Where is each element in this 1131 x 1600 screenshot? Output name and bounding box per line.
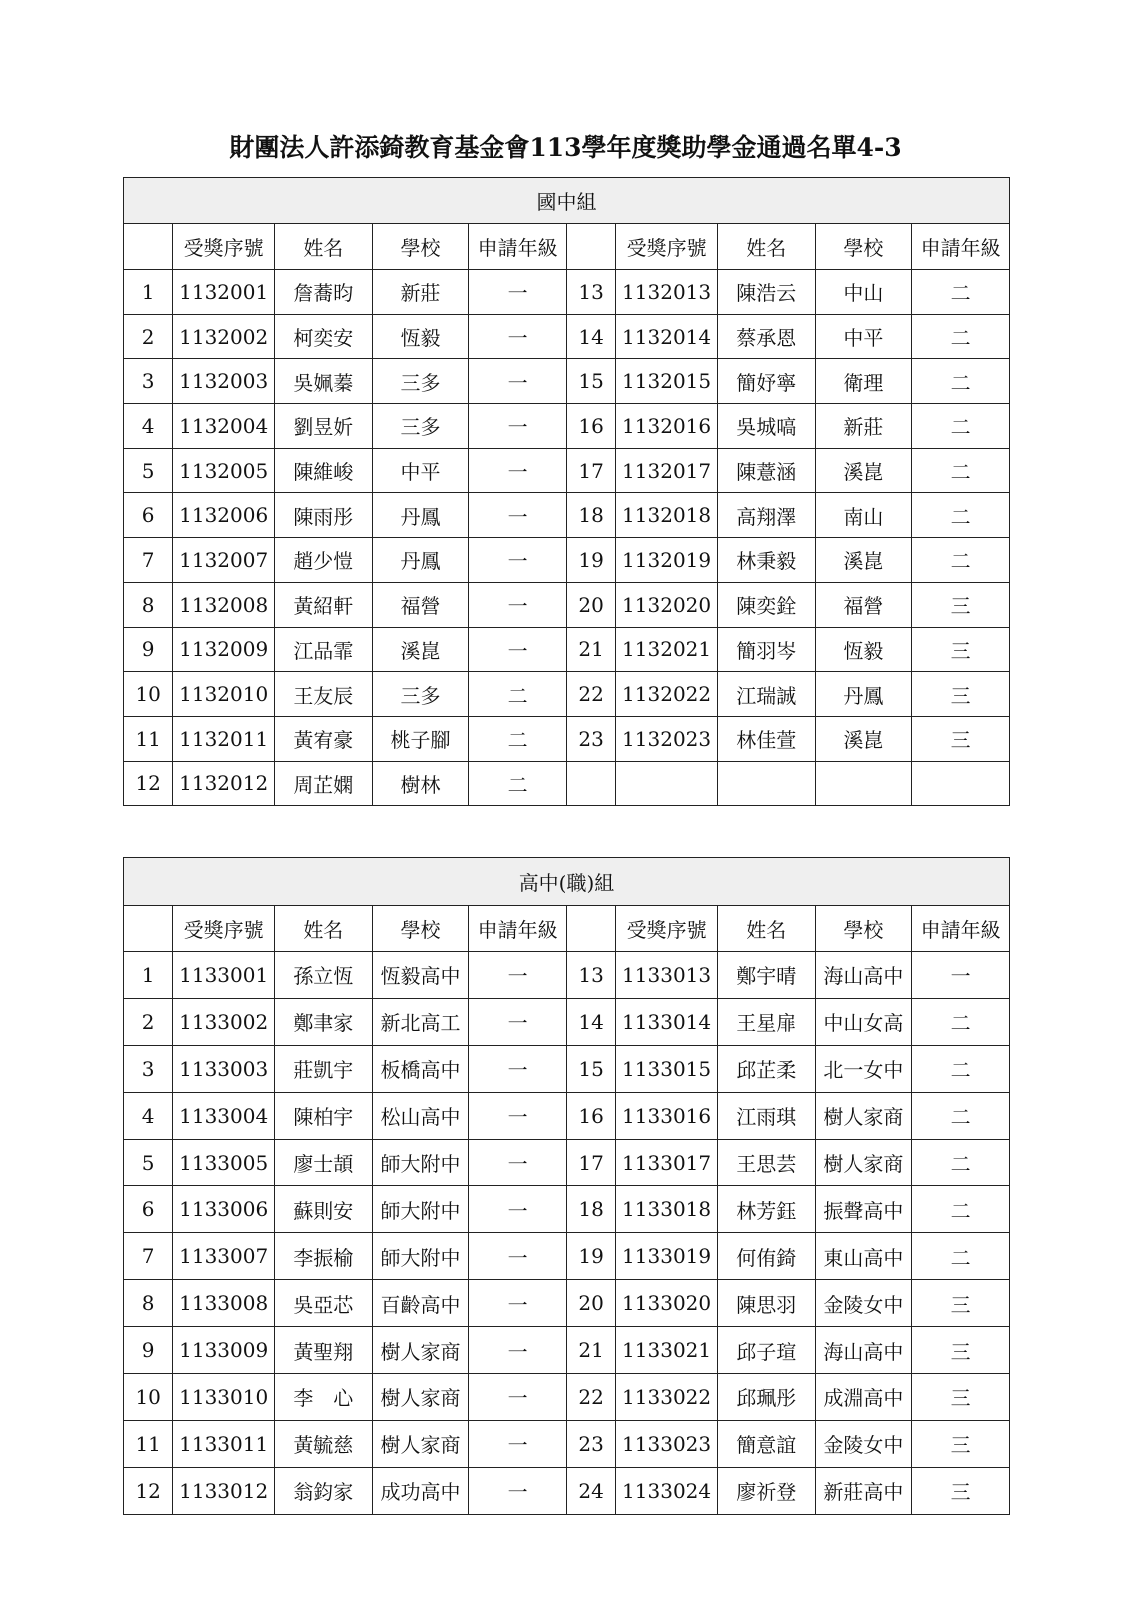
student-name: 陳奕銓 bbox=[717, 582, 815, 627]
school-name: 師大附中 bbox=[372, 1139, 469, 1186]
row-index: 14 bbox=[566, 998, 615, 1045]
school-name: 中山女高 bbox=[815, 998, 912, 1045]
row-index: 23 bbox=[566, 716, 615, 761]
serial-number: 1133023 bbox=[616, 1420, 718, 1467]
serial-number: 1132015 bbox=[616, 359, 718, 404]
school-name: 振聲高中 bbox=[815, 1186, 912, 1233]
page-title: 財團法人許添錡教育基金會113學年度獎助學金通過名單4-3 bbox=[229, 133, 902, 162]
grade-level: 一 bbox=[469, 404, 567, 449]
grade-level: 一 bbox=[469, 1092, 567, 1139]
senior-high-table bbox=[123, 857, 1010, 1515]
student-name: 陳浩云 bbox=[717, 270, 815, 315]
header-school: 學校 bbox=[815, 906, 912, 952]
serial-number: 1132007 bbox=[173, 538, 275, 583]
school-name: 板橋高中 bbox=[372, 1045, 469, 1092]
header-school: 學校 bbox=[372, 906, 469, 952]
student-name: 陳維峻 bbox=[275, 448, 373, 493]
row-index: 18 bbox=[566, 1186, 615, 1233]
serial-number: 1133017 bbox=[616, 1139, 718, 1186]
school-name: 福營 bbox=[815, 582, 912, 627]
school-name: 溪崑 bbox=[815, 716, 912, 761]
row-index: 2 bbox=[124, 998, 173, 1045]
school-name: 樹人家商 bbox=[372, 1420, 469, 1467]
school-name: 三多 bbox=[372, 404, 469, 449]
row-index: 21 bbox=[566, 1327, 615, 1374]
student-name bbox=[717, 761, 815, 806]
table-row bbox=[124, 1280, 1010, 1327]
row-index: 10 bbox=[124, 1374, 173, 1421]
school-name: 恆毅 bbox=[372, 314, 469, 359]
student-name: 莊凱宇 bbox=[275, 1045, 373, 1092]
school-name: 百齡高中 bbox=[372, 1280, 469, 1327]
serial-number: 1132005 bbox=[173, 448, 275, 493]
grade-level: 一 bbox=[469, 1467, 567, 1514]
student-name: 黃毓慈 bbox=[275, 1420, 373, 1467]
serial-number: 1132018 bbox=[616, 493, 718, 538]
grade-level: 二 bbox=[912, 270, 1010, 315]
junior-high-table bbox=[123, 177, 1010, 806]
student-name: 吳城嗃 bbox=[717, 404, 815, 449]
header-index bbox=[566, 224, 615, 270]
header-index bbox=[566, 906, 615, 952]
table-row bbox=[124, 1467, 1010, 1514]
row-index: 13 bbox=[566, 952, 615, 999]
serial-number: 1132021 bbox=[616, 627, 718, 672]
school-name: 樹人家商 bbox=[372, 1327, 469, 1374]
grade-level: 三 bbox=[912, 582, 1010, 627]
row-index: 6 bbox=[124, 1186, 173, 1233]
row-index: 7 bbox=[124, 1233, 173, 1280]
student-name: 鄭宇晴 bbox=[717, 952, 815, 999]
table-row bbox=[124, 1092, 1010, 1139]
serial-number: 1132003 bbox=[173, 359, 275, 404]
student-name: 黃紹軒 bbox=[275, 582, 373, 627]
row-index: 22 bbox=[566, 1374, 615, 1421]
grade-level: 一 bbox=[912, 952, 1010, 999]
grade-level: 一 bbox=[469, 582, 567, 627]
school-name: 新莊高中 bbox=[815, 1467, 912, 1514]
grade-level: 三 bbox=[912, 1420, 1010, 1467]
school-name: 新北高工 bbox=[372, 998, 469, 1045]
row-index: 17 bbox=[566, 1139, 615, 1186]
table-row bbox=[124, 1139, 1010, 1186]
serial-number: 1133012 bbox=[173, 1467, 275, 1514]
header-serial: 受獎序號 bbox=[616, 906, 718, 952]
grade-level: 三 bbox=[912, 1327, 1010, 1374]
grade-level: 二 bbox=[469, 761, 567, 806]
grade-level: 三 bbox=[912, 716, 1010, 761]
student-name: 陳思羽 bbox=[717, 1280, 815, 1327]
header-name: 姓名 bbox=[717, 224, 815, 270]
serial-number: 1132022 bbox=[616, 672, 718, 717]
grade-level: 三 bbox=[912, 1280, 1010, 1327]
header-serial: 受獎序號 bbox=[616, 224, 718, 270]
student-name: 簡意誼 bbox=[717, 1420, 815, 1467]
school-name: 樹人家商 bbox=[372, 1374, 469, 1421]
table-row bbox=[124, 493, 1010, 538]
serial-number: 1133004 bbox=[173, 1092, 275, 1139]
row-index: 11 bbox=[124, 1420, 173, 1467]
serial-number: 1133022 bbox=[616, 1374, 718, 1421]
grade-level: 一 bbox=[469, 998, 567, 1045]
school-name: 中平 bbox=[372, 448, 469, 493]
grade-level: 一 bbox=[469, 493, 567, 538]
student-name: 蔡承恩 bbox=[717, 314, 815, 359]
grade-level: 一 bbox=[469, 1139, 567, 1186]
school-name: 恆毅 bbox=[815, 627, 912, 672]
student-name: 詹蕎昀 bbox=[275, 270, 373, 315]
student-name: 邱芷柔 bbox=[717, 1045, 815, 1092]
row-index: 23 bbox=[566, 1420, 615, 1467]
table-row bbox=[124, 1420, 1010, 1467]
serial-number: 1132002 bbox=[173, 314, 275, 359]
row-index bbox=[566, 761, 615, 806]
school-name: 成淵高中 bbox=[815, 1374, 912, 1421]
serial-number: 1132019 bbox=[616, 538, 718, 583]
row-index: 19 bbox=[566, 538, 615, 583]
table-row bbox=[124, 448, 1010, 493]
serial-number: 1133015 bbox=[616, 1045, 718, 1092]
school-name: 松山高中 bbox=[372, 1092, 469, 1139]
header-serial: 受獎序號 bbox=[173, 906, 275, 952]
grade-level: 一 bbox=[469, 314, 567, 359]
grade-level: 一 bbox=[469, 448, 567, 493]
serial-number: 1132013 bbox=[616, 270, 718, 315]
school-name: 三多 bbox=[372, 672, 469, 717]
school-name: 衛理 bbox=[815, 359, 912, 404]
header-school: 學校 bbox=[815, 224, 912, 270]
row-index: 1 bbox=[124, 952, 173, 999]
row-index: 4 bbox=[124, 404, 173, 449]
grade-level: 二 bbox=[912, 1186, 1010, 1233]
student-name: 李振榆 bbox=[275, 1233, 373, 1280]
student-name: 簡妤寧 bbox=[717, 359, 815, 404]
serial-number: 1133008 bbox=[173, 1280, 275, 1327]
grade-level: 二 bbox=[912, 1233, 1010, 1280]
serial-number: 1132010 bbox=[173, 672, 275, 717]
student-name: 江雨琪 bbox=[717, 1092, 815, 1139]
row-index: 16 bbox=[566, 1092, 615, 1139]
school-name: 中山 bbox=[815, 270, 912, 315]
serial-number: 1132009 bbox=[173, 627, 275, 672]
serial-number: 1133013 bbox=[616, 952, 718, 999]
school-name: 師大附中 bbox=[372, 1233, 469, 1280]
student-name: 柯奕安 bbox=[275, 314, 373, 359]
header-grade: 申請年級 bbox=[469, 906, 567, 952]
serial-number: 1132020 bbox=[616, 582, 718, 627]
serial-number: 1132016 bbox=[616, 404, 718, 449]
grade-level: 二 bbox=[912, 1139, 1010, 1186]
header-name: 姓名 bbox=[275, 906, 373, 952]
student-name: 吳亞芯 bbox=[275, 1280, 373, 1327]
school-name: 三多 bbox=[372, 359, 469, 404]
row-index: 9 bbox=[124, 1327, 173, 1374]
grade-level: 一 bbox=[469, 359, 567, 404]
grade-level: 二 bbox=[469, 716, 567, 761]
header-serial: 受獎序號 bbox=[173, 224, 275, 270]
grade-level: 三 bbox=[912, 627, 1010, 672]
row-index: 12 bbox=[124, 1467, 173, 1514]
serial-number: 1132023 bbox=[616, 716, 718, 761]
row-index: 4 bbox=[124, 1092, 173, 1139]
row-index: 8 bbox=[124, 1280, 173, 1327]
school-name: 北一女中 bbox=[815, 1045, 912, 1092]
grade-level: 一 bbox=[469, 538, 567, 583]
grade-level: 一 bbox=[469, 1045, 567, 1092]
serial-number: 1132012 bbox=[173, 761, 275, 806]
grade-level: 一 bbox=[469, 1374, 567, 1421]
serial-number: 1133007 bbox=[173, 1233, 275, 1280]
school-name: 南山 bbox=[815, 493, 912, 538]
student-name: 廖祈登 bbox=[717, 1467, 815, 1514]
serial-number: 1132011 bbox=[173, 716, 275, 761]
school-name: 桃子腳 bbox=[372, 716, 469, 761]
grade-level: 一 bbox=[469, 270, 567, 315]
header-name: 姓名 bbox=[717, 906, 815, 952]
header-index bbox=[124, 224, 173, 270]
table-row bbox=[124, 270, 1010, 315]
header-grade: 申請年級 bbox=[469, 224, 567, 270]
row-index: 20 bbox=[566, 582, 615, 627]
table-row bbox=[124, 582, 1010, 627]
school-name: 中平 bbox=[815, 314, 912, 359]
serial-number: 1133011 bbox=[173, 1420, 275, 1467]
student-name: 邱珮彤 bbox=[717, 1374, 815, 1421]
student-name: 廖士頡 bbox=[275, 1139, 373, 1186]
student-name: 李 心 bbox=[275, 1374, 373, 1421]
school-name: 福營 bbox=[372, 582, 469, 627]
serial-number: 1133003 bbox=[173, 1045, 275, 1092]
row-index: 2 bbox=[124, 314, 173, 359]
grade-level: 二 bbox=[912, 314, 1010, 359]
serial-number: 1133020 bbox=[616, 1280, 718, 1327]
student-name: 翁鈞家 bbox=[275, 1467, 373, 1514]
grade-level: 二 bbox=[912, 404, 1010, 449]
row-index: 21 bbox=[566, 627, 615, 672]
header-school: 學校 bbox=[372, 224, 469, 270]
grade-level: 二 bbox=[912, 1045, 1010, 1092]
row-index: 5 bbox=[124, 448, 173, 493]
grade-level bbox=[912, 761, 1010, 806]
table-row bbox=[124, 716, 1010, 761]
grade-level: 一 bbox=[469, 627, 567, 672]
school-name: 新莊 bbox=[815, 404, 912, 449]
row-index: 22 bbox=[566, 672, 615, 717]
group-title: 國中組 bbox=[124, 178, 1010, 224]
table-row bbox=[124, 627, 1010, 672]
student-name: 何侑錡 bbox=[717, 1233, 815, 1280]
school-name: 成功高中 bbox=[372, 1467, 469, 1514]
school-name: 樹人家商 bbox=[815, 1092, 912, 1139]
serial-number: 1133018 bbox=[616, 1186, 718, 1233]
grade-level: 三 bbox=[912, 672, 1010, 717]
student-name: 黃宥豪 bbox=[275, 716, 373, 761]
student-name: 王思芸 bbox=[717, 1139, 815, 1186]
row-index: 3 bbox=[124, 359, 173, 404]
school-name: 海山高中 bbox=[815, 1327, 912, 1374]
student-name: 吳姵蓁 bbox=[275, 359, 373, 404]
serial-number bbox=[616, 761, 718, 806]
grade-level: 二 bbox=[912, 493, 1010, 538]
grade-level: 三 bbox=[912, 1467, 1010, 1514]
header-index bbox=[124, 906, 173, 952]
header-grade: 申請年級 bbox=[912, 906, 1010, 952]
serial-number: 1133010 bbox=[173, 1374, 275, 1421]
row-index: 14 bbox=[566, 314, 615, 359]
row-index: 9 bbox=[124, 627, 173, 672]
grade-level: 二 bbox=[912, 448, 1010, 493]
serial-number: 1132008 bbox=[173, 582, 275, 627]
grade-level: 一 bbox=[469, 952, 567, 999]
school-name: 海山高中 bbox=[815, 952, 912, 999]
student-name: 邱子瑄 bbox=[717, 1327, 815, 1374]
table-row bbox=[124, 998, 1010, 1045]
table-row bbox=[124, 1186, 1010, 1233]
table-row bbox=[124, 314, 1010, 359]
serial-number: 1133001 bbox=[173, 952, 275, 999]
header-row bbox=[124, 906, 1010, 952]
school-name: 丹鳳 bbox=[815, 672, 912, 717]
row-index: 3 bbox=[124, 1045, 173, 1092]
grade-level: 一 bbox=[469, 1233, 567, 1280]
serial-number: 1133002 bbox=[173, 998, 275, 1045]
grade-level: 二 bbox=[912, 359, 1010, 404]
header-name: 姓名 bbox=[275, 224, 373, 270]
student-name: 陳柏宇 bbox=[275, 1092, 373, 1139]
table-row bbox=[124, 761, 1010, 806]
student-name: 周芷嫻 bbox=[275, 761, 373, 806]
school-name: 新莊 bbox=[372, 270, 469, 315]
grade-level: 二 bbox=[912, 1092, 1010, 1139]
student-name: 蘇則安 bbox=[275, 1186, 373, 1233]
table-row bbox=[124, 1374, 1010, 1421]
student-name: 黃聖翔 bbox=[275, 1327, 373, 1374]
table-row bbox=[124, 1233, 1010, 1280]
header-grade: 申請年級 bbox=[912, 224, 1010, 270]
school-name: 東山高中 bbox=[815, 1233, 912, 1280]
row-index: 18 bbox=[566, 493, 615, 538]
student-name: 林秉毅 bbox=[717, 538, 815, 583]
student-name: 王友辰 bbox=[275, 672, 373, 717]
row-index: 13 bbox=[566, 270, 615, 315]
school-name: 金陵女中 bbox=[815, 1280, 912, 1327]
grade-level: 一 bbox=[469, 1420, 567, 1467]
student-name: 趙少愷 bbox=[275, 538, 373, 583]
grade-level: 一 bbox=[469, 1327, 567, 1374]
serial-number: 1133019 bbox=[616, 1233, 718, 1280]
school-name: 金陵女中 bbox=[815, 1420, 912, 1467]
school-name: 溪崑 bbox=[815, 538, 912, 583]
school-name: 丹鳳 bbox=[372, 493, 469, 538]
student-name: 陳薏涵 bbox=[717, 448, 815, 493]
row-index: 5 bbox=[124, 1139, 173, 1186]
group-title: 高中(職)組 bbox=[124, 858, 1010, 906]
serial-number: 1132001 bbox=[173, 270, 275, 315]
school-name: 丹鳳 bbox=[372, 538, 469, 583]
student-name: 陳雨彤 bbox=[275, 493, 373, 538]
table-row bbox=[124, 404, 1010, 449]
table-row bbox=[124, 672, 1010, 717]
student-name: 江瑞誠 bbox=[717, 672, 815, 717]
table-row bbox=[124, 1045, 1010, 1092]
row-index: 19 bbox=[566, 1233, 615, 1280]
serial-number: 1133016 bbox=[616, 1092, 718, 1139]
grade-level: 二 bbox=[469, 672, 567, 717]
school-name bbox=[815, 761, 912, 806]
grade-level: 一 bbox=[469, 1280, 567, 1327]
row-index: 15 bbox=[566, 1045, 615, 1092]
row-index: 12 bbox=[124, 761, 173, 806]
row-index: 15 bbox=[566, 359, 615, 404]
serial-number: 1132004 bbox=[173, 404, 275, 449]
row-index: 20 bbox=[566, 1280, 615, 1327]
serial-number: 1133006 bbox=[173, 1186, 275, 1233]
row-index: 1 bbox=[124, 270, 173, 315]
school-name: 恆毅高中 bbox=[372, 952, 469, 999]
student-name: 孫立恆 bbox=[275, 952, 373, 999]
serial-number: 1133021 bbox=[616, 1327, 718, 1374]
school-name: 樹林 bbox=[372, 761, 469, 806]
row-index: 24 bbox=[566, 1467, 615, 1514]
row-index: 7 bbox=[124, 538, 173, 583]
student-name: 劉昱妡 bbox=[275, 404, 373, 449]
serial-number: 1133005 bbox=[173, 1139, 275, 1186]
table-row bbox=[124, 538, 1010, 583]
student-name: 鄭聿家 bbox=[275, 998, 373, 1045]
student-name: 高翔澤 bbox=[717, 493, 815, 538]
row-index: 8 bbox=[124, 582, 173, 627]
serial-number: 1133024 bbox=[616, 1467, 718, 1514]
school-name: 樹人家商 bbox=[815, 1139, 912, 1186]
student-name: 王星扉 bbox=[717, 998, 815, 1045]
table-row bbox=[124, 1327, 1010, 1374]
grade-level: 三 bbox=[912, 1374, 1010, 1421]
student-name: 林佳萱 bbox=[717, 716, 815, 761]
table-row bbox=[124, 952, 1010, 999]
school-name: 溪崑 bbox=[815, 448, 912, 493]
serial-number: 1133009 bbox=[173, 1327, 275, 1374]
row-index: 16 bbox=[566, 404, 615, 449]
student-name: 簡羽岑 bbox=[717, 627, 815, 672]
grade-level: 二 bbox=[912, 538, 1010, 583]
row-index: 10 bbox=[124, 672, 173, 717]
header-row bbox=[124, 224, 1010, 270]
serial-number: 1132014 bbox=[616, 314, 718, 359]
row-index: 11 bbox=[124, 716, 173, 761]
serial-number: 1132017 bbox=[616, 448, 718, 493]
serial-number: 1132006 bbox=[173, 493, 275, 538]
serial-number: 1133014 bbox=[616, 998, 718, 1045]
school-name: 師大附中 bbox=[372, 1186, 469, 1233]
school-name: 溪崑 bbox=[372, 627, 469, 672]
row-index: 17 bbox=[566, 448, 615, 493]
grade-level: 二 bbox=[912, 998, 1010, 1045]
student-name: 林芳鈺 bbox=[717, 1186, 815, 1233]
grade-level: 一 bbox=[469, 1186, 567, 1233]
student-name: 江品霏 bbox=[275, 627, 373, 672]
table-row bbox=[124, 359, 1010, 404]
row-index: 6 bbox=[124, 493, 173, 538]
